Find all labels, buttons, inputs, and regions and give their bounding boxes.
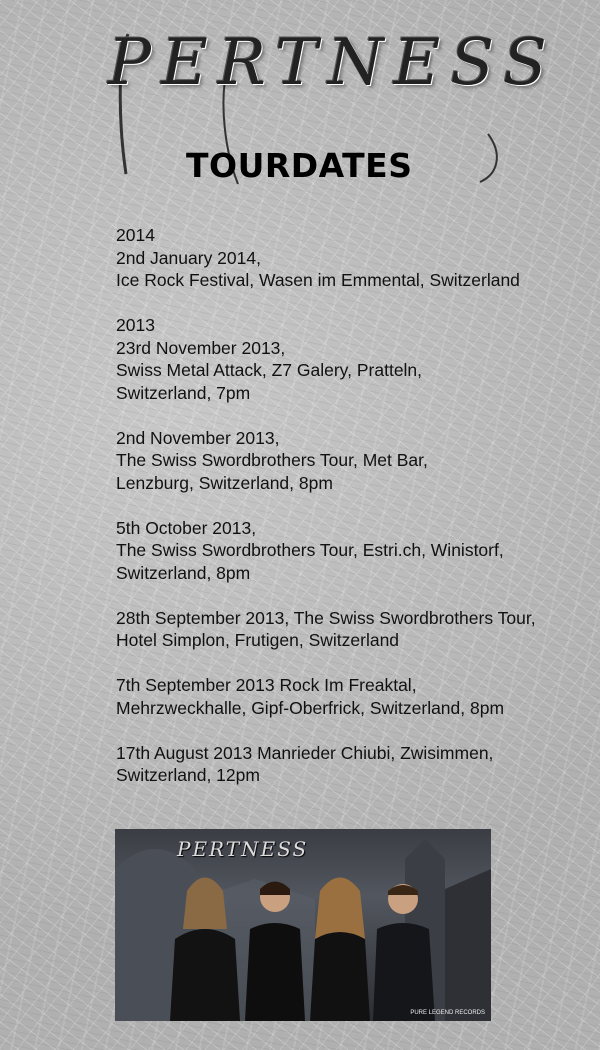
tour-entry-line: 5th October 2013, — [116, 517, 257, 538]
record-label-logo: PURE LEGEND RECORDS — [410, 1010, 485, 1016]
tour-entry — [116, 314, 586, 404]
tour-entry-line: 17th August 2013 Manrieder Chiubi, Zwisimmen, — [116, 742, 494, 763]
tour-entry-line: 2014 — [116, 225, 155, 245]
tour-entry — [116, 224, 586, 292]
tour-entry-line: The Swiss Swordbrothers Tour, Estri.ch, Winistorf, — [116, 540, 504, 560]
tour-entry — [116, 607, 586, 652]
tour-entry — [116, 742, 586, 787]
tour-entry-line: 2013 — [116, 315, 155, 335]
tour-entry-line: Swiss Metal Attack, Z7 Galery, Pratteln, — [116, 360, 423, 380]
photo-band-logo: PERTNESS — [177, 837, 309, 861]
tour-entry-line: 2nd November 2013, — [116, 427, 280, 448]
tour-entry — [116, 674, 586, 719]
tour-entry-line: Switzerland, 8pm — [116, 562, 251, 583]
tour-entry-line: Lenzburg, Switzerland, 8pm — [116, 472, 333, 493]
tour-entry-line: 28th September 2013, The Swiss Swordbrothers Tour, — [116, 607, 536, 628]
tour-entry — [116, 427, 586, 495]
page-title: TOURDATES — [186, 146, 413, 185]
tour-entry-line: Ice Rock Festival, Wasen im Emmental, Switzerland — [116, 270, 520, 290]
tour-entry-line: Mehrzweckhalle, Gipf-Oberfrick, Switzerland, 8pm — [116, 697, 505, 718]
logo-wordmark: PERTNESS — [108, 26, 557, 100]
band-photo — [115, 829, 491, 1021]
tour-entry — [116, 517, 586, 585]
tour-entry-line: Hotel Simplon, Frutigen, Switzerland — [116, 630, 400, 650]
tour-entry-line: Switzerland, 7pm — [116, 382, 251, 403]
tour-entry-line: Switzerland, 12pm — [116, 765, 260, 785]
tour-entry-line: 2nd January 2014, — [116, 247, 261, 268]
tour-entry-line: 23rd November 2013, — [116, 337, 286, 358]
tour-dates-list — [116, 224, 586, 809]
tour-entry-line: 7th September 2013 Rock Im Freaktal, — [116, 675, 417, 695]
tour-entry-line: The Swiss Swordbrothers Tour, Met Bar, — [116, 450, 428, 470]
